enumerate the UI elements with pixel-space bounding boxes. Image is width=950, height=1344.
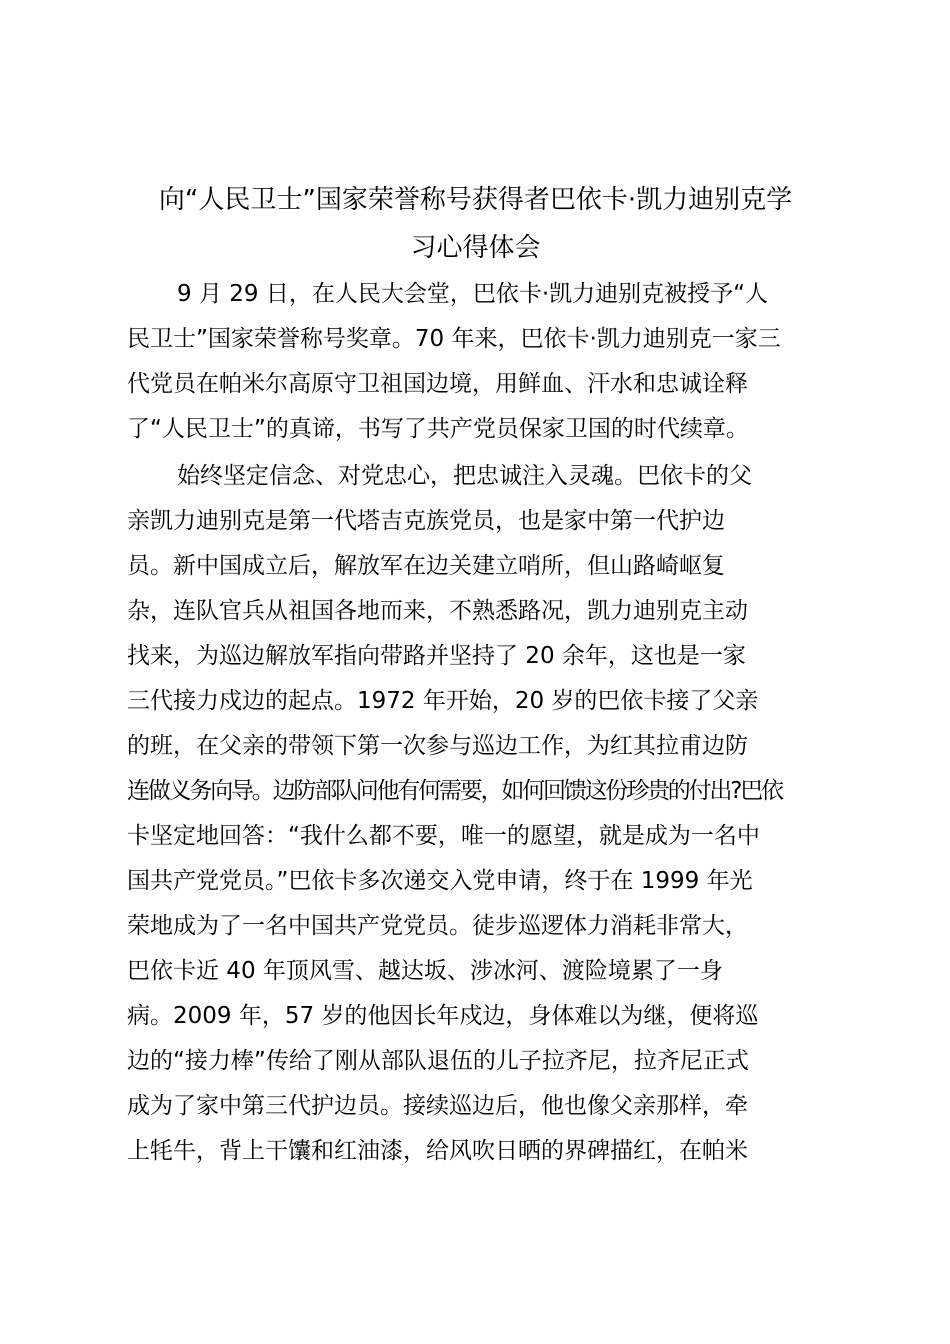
- paragraph-line: 成为了家中第三代护边员。接续巡边后，他也像父亲那样，牵: [127, 1093, 748, 1119]
- paragraph-line: 找来，为巡边解放军指向带路并坚持了 20 余年，这也是一家: [127, 643, 746, 669]
- paragraph-line: 民卫士”国家荣誉称号奖章。70 年来，巴依卡·凯力迪别克一家三: [127, 326, 781, 352]
- paragraph-line: 的班，在父亲的带领下第一次参与巡边工作，为红其拉甫边防: [127, 733, 748, 759]
- document-title: [118, 176, 833, 272]
- paragraph-line: 卡坚定地回答：“我什么都不要，唯一的愿望，就是成为一名中: [127, 823, 760, 849]
- paragraph-line: 杂，连队官兵从祖国各地而来，不熟悉路况，凯力迪别克主动: [127, 598, 748, 624]
- paragraph-line: 代党员在帕米尔高原守卫祖国边境，用鲜血、汗水和忠诚诠释: [127, 371, 748, 397]
- paragraph-line: 边的“接力棒”传给了刚从部队退伍的儿子拉齐尼，拉齐尼正式: [127, 1048, 749, 1074]
- paragraph-line: 三代接力戍边的起点。1972 年开始，20 岁的巴依卡接了父亲: [127, 688, 759, 714]
- paragraph-line: 亲凯力迪别克是第一代塔吉克族党员，也是家中第一代护边: [127, 508, 725, 534]
- paragraph-line: 9 月 29 日，在人民大会堂，巴依卡·凯力迪别克被授予“人: [177, 281, 769, 307]
- paragraph-line: 上牦牛，背上干馕和红油漆，给风吹日晒的界碑描红，在帕米: [127, 1138, 748, 1164]
- paragraph-line: 荣地成为了一名中国共产党党员。徒步巡逻体力消耗非常大，: [127, 913, 748, 939]
- paragraph-line: 连做义务向导。边防部队问他有何需要，如何回馈这份珍贵的付出?巴依: [127, 778, 782, 804]
- title-line-2: 习心得体会: [410, 233, 541, 263]
- paragraph-line: 病。2009 年，57 岁的他因长年戍边，身体难以为继，便将巡: [127, 1003, 759, 1029]
- paragraph-line: 始终坚定信念、对党忠心，把忠诚注入灵魂。巴依卡的父: [177, 463, 752, 489]
- title-line-1: 向“人民卫士”国家荣誉称号获得者巴依卡·凯力迪别克学: [158, 185, 793, 215]
- paragraph-line: 国共产党党员。”巴依卡多次递交入党申请，终于在 1999 年光: [127, 868, 753, 894]
- paragraph-line: 巴依卡近 40 年顶风雪、越达坂、涉冰河、渡险境累了一身: [127, 958, 723, 984]
- paragraph-line: 员。新中国成立后，解放军在边关建立哨所，但山路崎岖复: [127, 553, 725, 579]
- paragraph-line: 了“人民卫士”的真谛，书写了共产党员保家卫国的时代续章。: [127, 416, 749, 442]
